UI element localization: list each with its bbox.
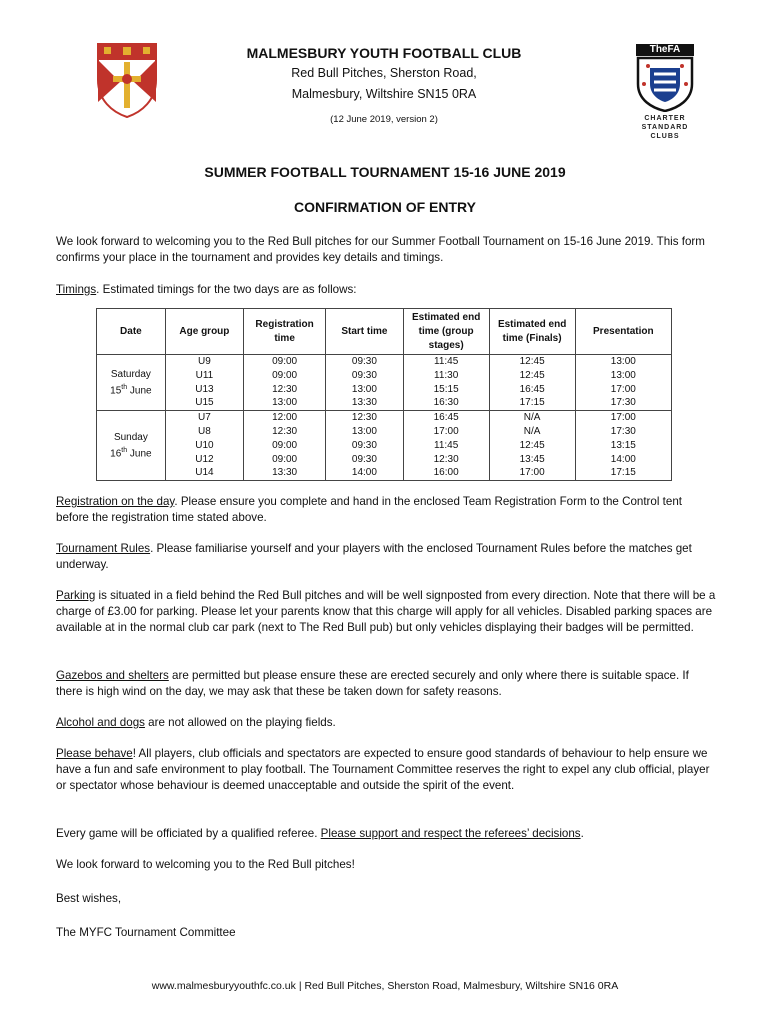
table-cell: 12:30 [326, 411, 403, 425]
table-cell: 09:00 [244, 453, 326, 467]
table-cell: U13 [165, 383, 243, 397]
table-cell: 13:00 [575, 369, 671, 383]
table-cell: 17:00 [575, 411, 671, 425]
table-cell: 12:45 [489, 439, 575, 453]
table-cell: 09:30 [326, 355, 403, 369]
table-cell: N/A [489, 425, 575, 439]
parking-label: Parking [56, 589, 96, 602]
timings-paragraph: Timings. Estimated timings for the two days are as follows: [56, 283, 357, 296]
table-cell: 17:30 [575, 425, 671, 439]
table-cell: 16:30 [403, 396, 489, 410]
best-wishes: Best wishes, [56, 892, 122, 905]
alcohol-paragraph: Alcohol and dogs are not allowed on the playing fields. [56, 716, 336, 729]
timings-table [96, 308, 672, 481]
table-cell: U9 [165, 355, 243, 369]
col-end-group: Estimated end time (group stages) [403, 309, 489, 355]
document-version: (12 June 2019, version 2) [330, 114, 438, 125]
table-cell: 11:45 [403, 355, 489, 369]
fa-badge-text: TheFA [636, 44, 694, 56]
table-cell: 17:00 [489, 466, 575, 480]
table-cell: U14 [165, 466, 243, 480]
behave-paragraph: Please behave! All players, club officials and spectators are expected to ensure good standards of behaviour to help ensure we have a fun and safe environment to play football. The Tournament Committee reserves the right to expel any club official, player or spectator whose behaviour is deemed unacceptable and outside the spirit of the event. [56, 747, 710, 792]
table-header-row [97, 309, 672, 355]
table-cell: 17:00 [403, 425, 489, 439]
table-cell: 11:30 [403, 369, 489, 383]
table-cell: U8 [165, 425, 243, 439]
table-cell: U15 [165, 396, 243, 410]
table-cell: 17:15 [575, 466, 671, 480]
table-cell: 14:00 [326, 466, 403, 480]
table-cell: 09:30 [326, 369, 403, 383]
table-cell: 17:00 [575, 383, 671, 397]
col-date: Date [97, 309, 166, 355]
table-cell: 13:00 [326, 425, 403, 439]
table-cell: 12:30 [244, 383, 326, 397]
col-registration: Registration time [244, 309, 326, 355]
table-cell: 13:15 [575, 439, 671, 453]
referee-paragraph: Every game will be officiated by a qualified referee. Please support and respect the referees’ decisions. [56, 827, 584, 840]
table-row [97, 355, 672, 369]
table-row [97, 383, 672, 397]
table-cell: 13:00 [326, 383, 403, 397]
table-row [97, 453, 672, 467]
table-cell: 17:30 [575, 396, 671, 410]
gazebos-paragraph: Gazebos and shelters are permitted but please ensure these are erected securely and only where there is suitable space. If there is high wind on the day, we may ask that these be taken down for safety reasons. [56, 669, 689, 698]
parking-paragraph: Parking is situated in a field behind the Red Bull pitches and will be well signposted from every direction. Note that there will be a charge of £3.00 for parking. Please let your parents know that this charge will apply for all vehicles. Disabled parking spaces are available at in the normal club car park (next to The Red Bull pub) but only vehicles displaying their badges will be permitted. [56, 589, 716, 634]
table-row [97, 411, 672, 425]
table-cell: 12:45 [489, 369, 575, 383]
registration-paragraph: Registration on the day. Please ensure you complete and hand in the enclosed Team Registration Form to the Control tent before the registration time stated above. [56, 495, 683, 524]
table-cell: 16:00 [403, 466, 489, 480]
club-crest-logo [96, 42, 158, 118]
table-row [97, 439, 672, 453]
table-cell: U10 [165, 439, 243, 453]
table-cell: 09:00 [244, 355, 326, 369]
table-cell: 13:45 [489, 453, 575, 467]
timings-label: Timings [56, 283, 97, 296]
table-cell: 09:00 [244, 439, 326, 453]
table-cell: U7 [165, 411, 243, 425]
fa-charter-text: CHARTER STANDARD CLUBS [641, 115, 689, 140]
rules-paragraph: Tournament Rules. Please familiarise yourself and your players with the enclosed Tournament Rules before the matches get underway. [56, 542, 692, 571]
registration-label: Registration on the day [56, 495, 175, 508]
fa-shield-icon [636, 56, 694, 112]
footer: www.malmesburyyouthfc.co.uk | Red Bull Pitches, Sherston Road, Malmesbury, Wiltshire SN16 0RA [151, 980, 619, 992]
intro-paragraph: We look forward to welcoming you to the Red Bull pitches for our Summer Football Tournament on 15-16 June 2019. This form confirms your place in the tournament and provides key details and timings. [56, 235, 705, 264]
table-cell: 12:45 [489, 355, 575, 369]
address-line-1: Red Bull Pitches, Sherston Road, [291, 66, 477, 80]
col-start: Start time [326, 309, 403, 355]
table-row [97, 396, 672, 410]
address-line-2: Malmesbury, Wiltshire SN15 0RA [291, 87, 477, 101]
document-title: SUMMER FOOTBALL TOURNAMENT 15-16 JUNE 2019 [204, 164, 566, 180]
fa-charter-badge [630, 44, 700, 144]
table-cell: 15:15 [403, 383, 489, 397]
table-cell: 12:30 [403, 453, 489, 467]
table-cell: U12 [165, 453, 243, 467]
table-cell: N/A [489, 411, 575, 425]
table-cell: 11:45 [403, 439, 489, 453]
behave-label: Please behave [56, 747, 133, 760]
sunday-cell: Sunday 16th June [97, 411, 166, 481]
table-row [97, 369, 672, 383]
table-cell: 13:30 [326, 396, 403, 410]
rules-label: Tournament Rules [56, 542, 151, 555]
table-cell: 13:00 [575, 355, 671, 369]
table-row [97, 466, 672, 480]
table-cell: 17:15 [489, 396, 575, 410]
col-age-group: Age group [165, 309, 243, 355]
table-cell: 09:00 [244, 369, 326, 383]
saturday-cell: Saturday 15th June [97, 355, 166, 411]
closing-line: We look forward to welcoming you to the Red Bull pitches! [56, 858, 355, 871]
signoff: The MYFC Tournament Committee [56, 926, 236, 939]
table-cell: 13:00 [244, 396, 326, 410]
table-cell: 13:30 [244, 466, 326, 480]
col-end-finals: Estimated end time (Finals) [489, 309, 575, 355]
col-presentation: Presentation [575, 309, 671, 355]
table-cell: 16:45 [403, 411, 489, 425]
referee-emphasis: Please support and respect the referees’ decisions [320, 827, 581, 840]
table-row [97, 425, 672, 439]
letterhead [196, 44, 572, 125]
club-name: MALMESBURY YOUTH FOOTBALL CLUB [246, 45, 522, 61]
table-cell: 16:45 [489, 383, 575, 397]
table-cell: 14:00 [575, 453, 671, 467]
document-subtitle: CONFIRMATION OF ENTRY [294, 199, 476, 215]
alcohol-label: Alcohol and dogs [56, 716, 145, 729]
table-cell: 09:30 [326, 439, 403, 453]
table-cell: 12:30 [244, 425, 326, 439]
gazebos-label: Gazebos and shelters [56, 669, 169, 682]
table-cell: U11 [165, 369, 243, 383]
table-cell: 12:00 [244, 411, 326, 425]
table-cell: 09:30 [326, 453, 403, 467]
